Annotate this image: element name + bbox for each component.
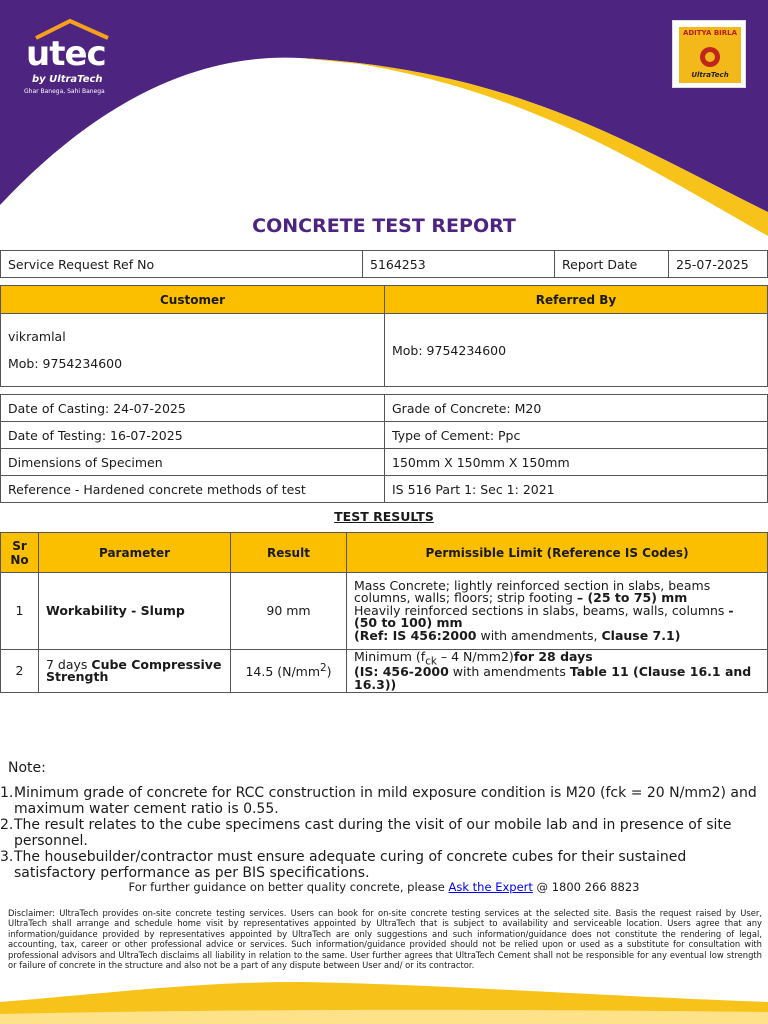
guidance-pre: For further guidance on better quality concrete, please: [128, 880, 449, 894]
referred-header: Referred By: [385, 286, 768, 314]
casting-date: Date of Casting: 24-07-2025: [1, 395, 385, 422]
group-sub: UltraTech: [691, 71, 729, 79]
footer-banner: [0, 972, 768, 1024]
row1-limit: [347, 573, 768, 650]
report-date-label: Report Date: [555, 251, 669, 278]
row2-result-sup: 2: [320, 662, 327, 675]
disclaimer: Disclaimer: UltraTech provides on-site concrete testing services. Users can book for on-site concrete testing services at the selected site. Basis the request raised by User, UltraTech shall arrange and schedule home visit by representatives appointed by UltraTech that is subject to availability and serviceable location. Users agree that any information/guidance provided by representatives appointed by UltraTech are only suggestions and such information/guidance does not constitute the rendering of legal, accounting, tax, career or other professional advice or services. Such information/guidance provided should not be relied upon or used as a substitute for consultation with professional advisors and UltraTech disclaims all liability in relation to the same. User further agrees that UltraTech Cement shall not be responsible for any eventual low strength or failure of concrete in the structure and also not be a part of any dispute between User and/ or its contractor.: [8, 908, 762, 971]
reference-value: IS 516 Part 1: Sec 1: 2021: [385, 476, 768, 503]
row2-parameter-bold: Cube Compressive Strength: [46, 656, 222, 684]
list-item: [0, 817, 764, 849]
ref-label: Service Request Ref No: [1, 251, 363, 278]
note-number: 3.: [0, 849, 14, 865]
note-text: Minimum grade of concrete for RCC construction in mild exposure condition is M20 (fck = 20 N/mm2) and maximum water cement ratio is 0.55.: [14, 785, 757, 817]
row2-result: [231, 650, 347, 693]
row1-sr: 1: [1, 573, 39, 650]
row1-result: 90 mm: [231, 573, 347, 650]
table-row: [1, 573, 768, 650]
parties-table: [0, 285, 768, 387]
aditya-birla-logo-mark: [679, 27, 741, 83]
cement-type: Type of Cement: Ppc: [385, 422, 768, 449]
logo-by: by UltraTech: [32, 74, 103, 85]
sr-header: Sr No: [1, 533, 39, 573]
row1-limit-c-mid: with amendments,: [476, 627, 602, 643]
group-name: ADITYA BIRLA: [682, 29, 738, 37]
aditya-birla-logo: [672, 20, 746, 88]
row1-limit-c-pre: (Ref: IS 456:2000: [354, 627, 477, 643]
report-title: CONCRETE TEST REPORT: [252, 215, 516, 237]
row2-result-close: ): [326, 664, 332, 680]
ref-value: 5164253: [363, 251, 555, 278]
reference-label: Reference - Hardened concrete methods of test: [1, 476, 385, 503]
ask-expert-link[interactable]: Ask the Expert: [448, 880, 533, 894]
row2-limit-a-post: – 4 N/mm2): [436, 648, 514, 664]
row2-limit-a: Minimum (f: [354, 648, 426, 664]
logo-word: utec: [26, 34, 106, 74]
row2-parameter: [39, 650, 231, 693]
row1-parameter: Workability - Slump: [39, 573, 231, 650]
result-header: Result: [231, 533, 347, 573]
limit-header: Permissible Limit (Reference IS Codes): [347, 533, 768, 573]
customer-name: vikramlal: [8, 329, 66, 344]
list-item: [0, 785, 764, 817]
guidance-phone: @ 1800 266 8823: [532, 880, 640, 894]
row1-limit-c-bold: Clause 7.1): [601, 627, 681, 643]
row1-limit-a: Mass Concrete; lightly reinforced section in slabs, beams columns, walls; floors; strip footing: [354, 577, 711, 606]
row1-limit-a-bold: – (25 to 75) mm: [576, 590, 688, 606]
customer-header: Customer: [1, 286, 385, 314]
row2-limit-b-bold1: (IS: 456-2000: [354, 664, 449, 680]
notes-list: [0, 785, 764, 881]
note-number: 2.: [0, 817, 14, 833]
referred-mobile: Mob: 9754234600: [385, 314, 768, 387]
testing-date: Date of Testing: 16-07-2025: [1, 422, 385, 449]
list-item: [0, 849, 764, 881]
note-title: Note:: [8, 760, 46, 776]
parameter-header: Parameter: [39, 533, 231, 573]
results-table: [0, 532, 768, 693]
note-text: The result relates to the cube specimens cast during the visit of our mobile lab and in presence of site personnel.: [14, 817, 732, 849]
customer-mobile: Mob: 9754234600: [8, 356, 123, 371]
row2-limit-b-mid: with amendments: [448, 664, 570, 680]
guidance-line: [0, 880, 768, 894]
row2-limit-a-bold: for 28 days: [513, 648, 593, 664]
row2-limit: [347, 650, 768, 693]
test-results-title: TEST RESULTS: [334, 509, 434, 524]
report-date-value: 25-07-2025: [669, 251, 768, 278]
dimensions-label: Dimensions of Specimen: [1, 449, 385, 476]
row1-limit-b: Heavily reinforced sections in slabs, beams, walls, columns: [354, 602, 729, 618]
customer-cell: [1, 314, 385, 387]
row2-result-value: 14.5 (N/mm: [245, 664, 321, 680]
table-row: [1, 395, 768, 422]
row2-limit-sub: ck: [425, 655, 437, 668]
table-row: [1, 422, 768, 449]
dimensions-value: 150mm X 150mm X 150mm: [385, 449, 768, 476]
concrete-grade: Grade of Concrete: M20: [385, 395, 768, 422]
request-table: [0, 250, 768, 278]
table-row: [1, 449, 768, 476]
row2-sr: 2: [1, 650, 39, 693]
note-number: 1.: [0, 785, 14, 801]
utec-logo: [22, 18, 122, 98]
row2-parameter-pre: 7 days: [46, 656, 92, 672]
row2-limit-b-bold2: Table 11 (Clause 16.1 and 16.3)): [354, 664, 752, 692]
note-text: The housebuilder/contractor must ensure adequate curing of concrete cubes for their sustained satisfactory performance as per BIS specifications.: [14, 849, 687, 881]
table-row: [1, 650, 768, 693]
row1-limit-b-bold: - (50 to 100) mm: [354, 602, 734, 631]
logo-tagline: Ghar Banega, Sahi Banega: [24, 88, 105, 95]
specimen-table: [0, 394, 768, 503]
table-row: [1, 476, 768, 503]
